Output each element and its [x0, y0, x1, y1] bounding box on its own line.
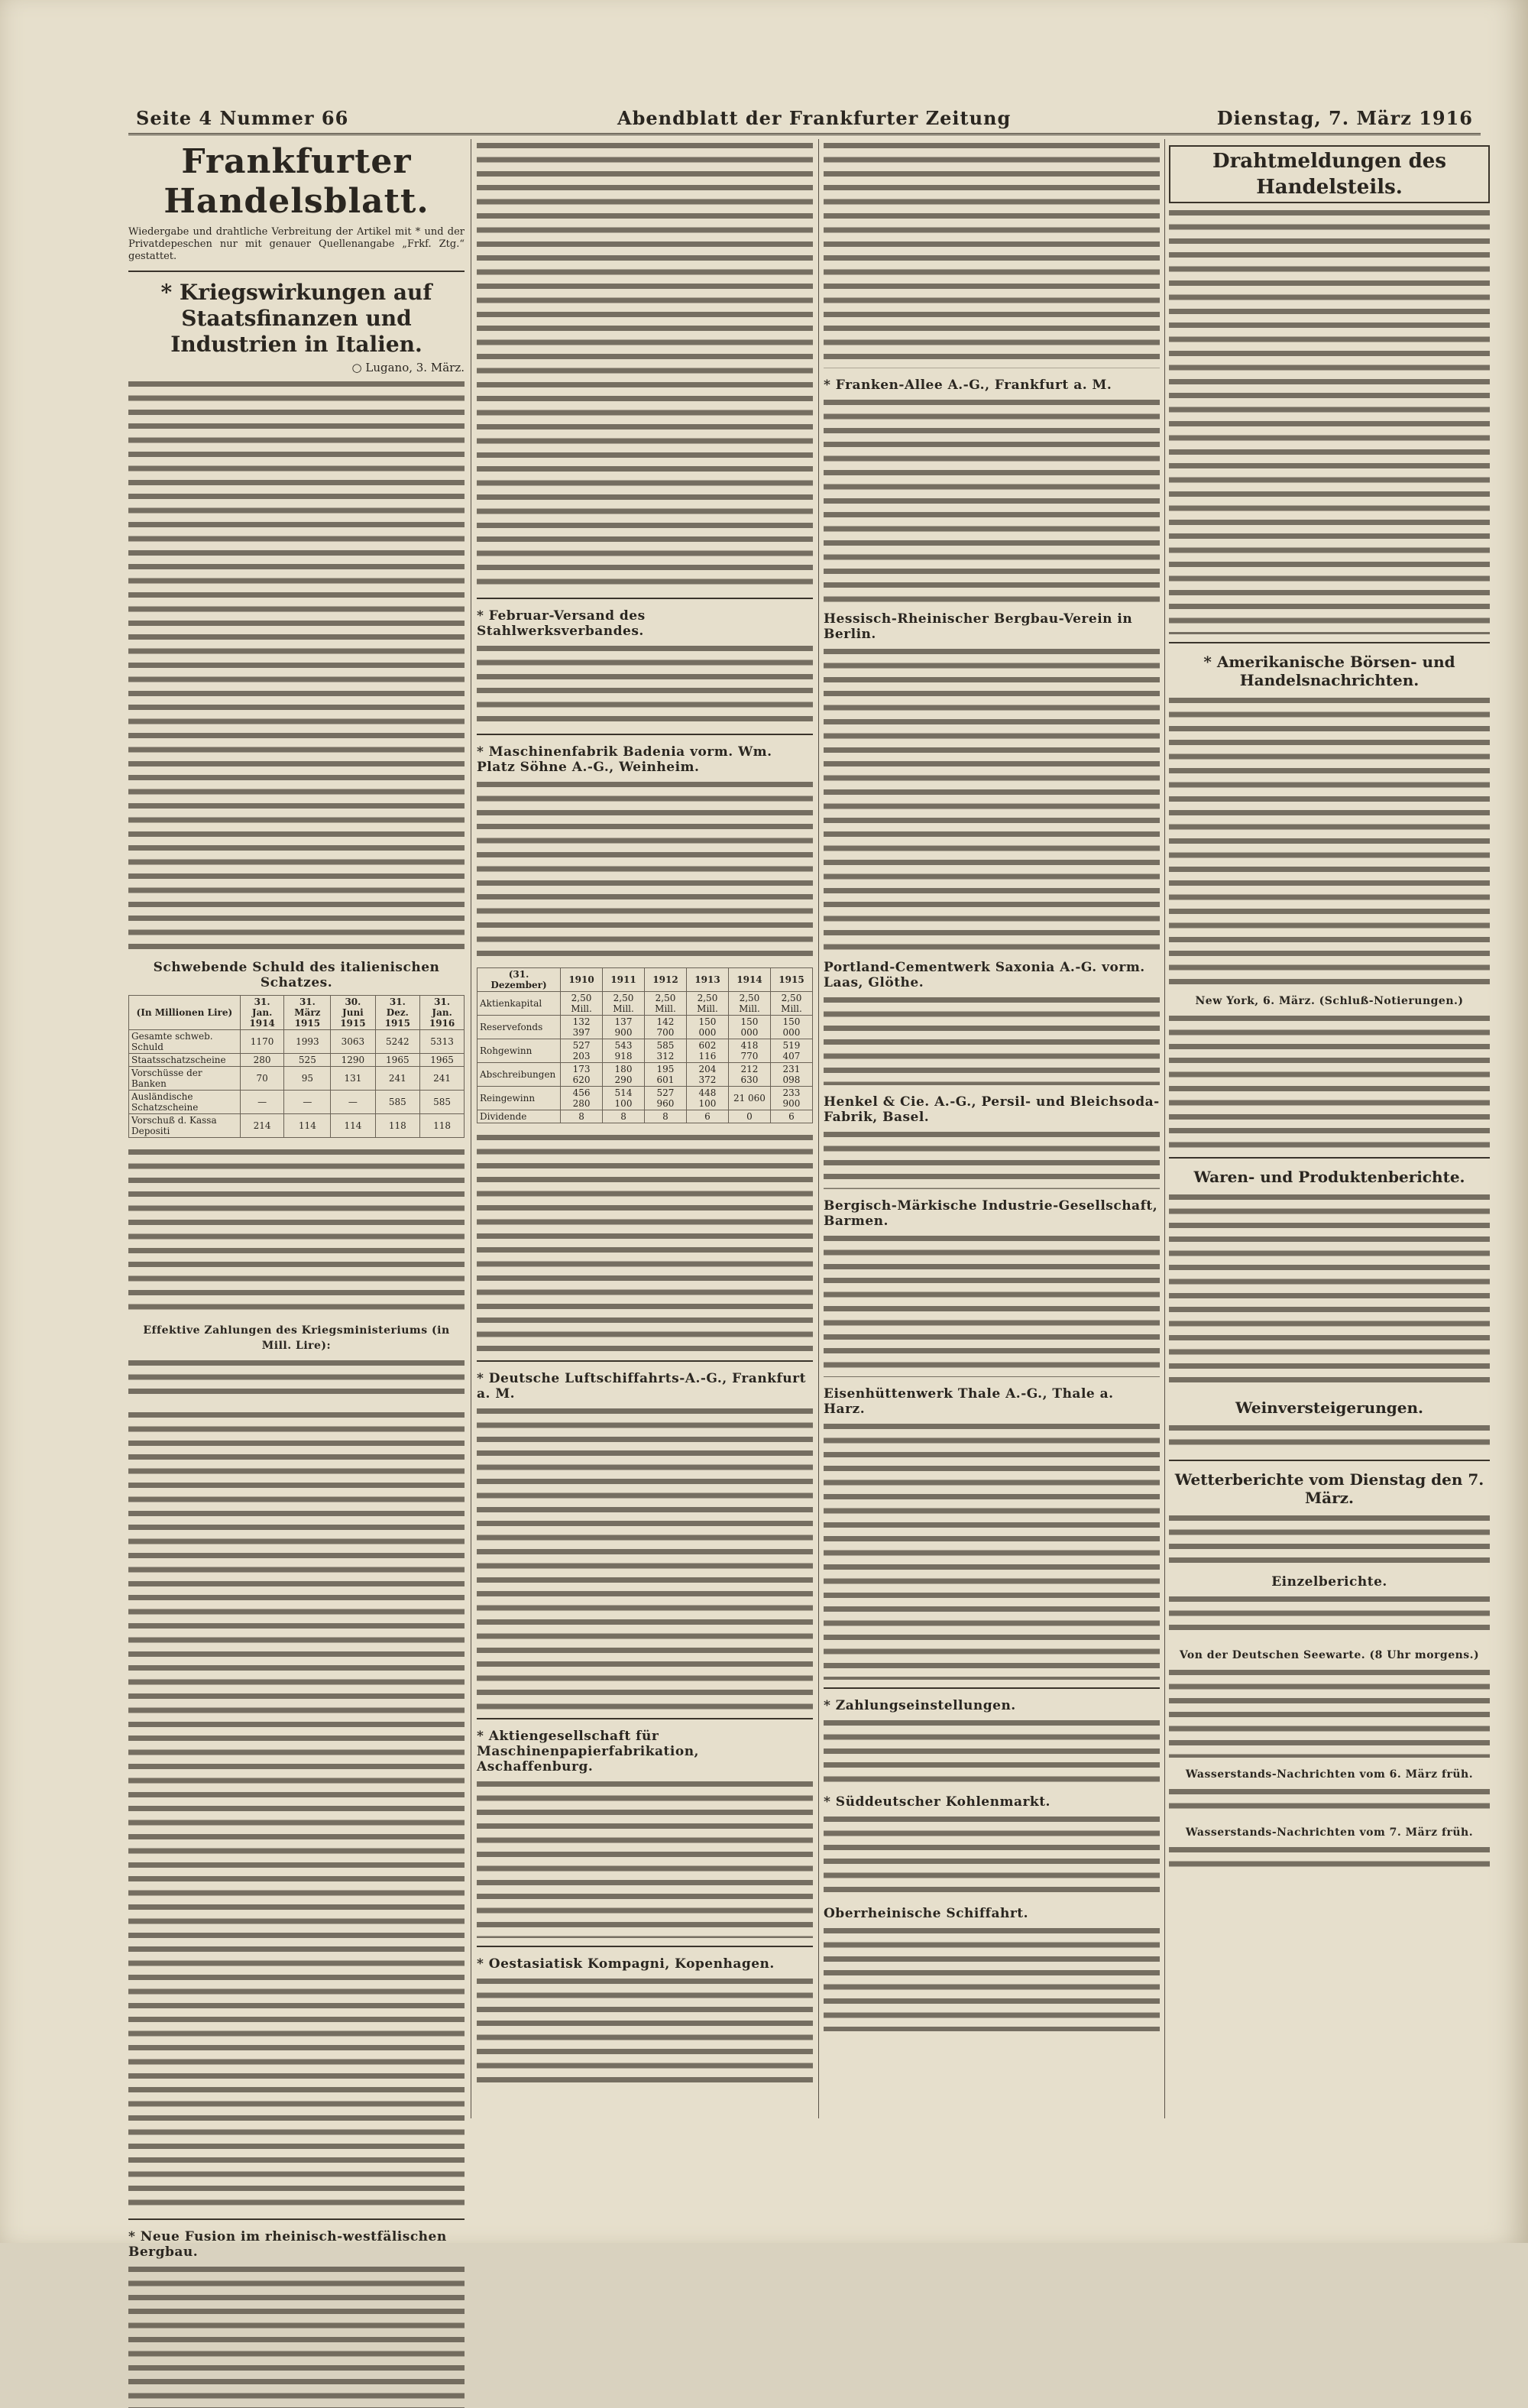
divider [1169, 642, 1490, 643]
article-title: * Deutsche Luftschiffahrts-A.-G., Frankfurt a. M. [477, 1371, 806, 1402]
divider [477, 734, 813, 735]
article-body [477, 1778, 813, 1938]
table-caption: New York, 6. März. (Schluß-Notierungen.) [1195, 995, 1464, 1007]
page-number: Seite 4 Nummer 66 [136, 107, 349, 129]
divider [477, 1360, 813, 1362]
table-caption: Effektive Zahlungen des Kriegsministeriums (in Mill. Lire): [143, 1324, 450, 1352]
article-title: * Neue Fusion im rheinisch-westfälischen Bergbau. [128, 2229, 447, 2260]
section-title: * Amerikanische Börsen- und Handelsnachrichten. [1203, 653, 1455, 689]
table-header-row: (In Millionen Lire) 31. Jan. 1914 31. März 1915 30. Juni 1915 31. Dez. 1915 31. Jan. 1916 [129, 996, 465, 1030]
divider [477, 1718, 813, 1719]
article-title: * Maschinenfabrik Badenia vorm. Wm. Platz Söhne A.-G., Weinheim. [477, 744, 772, 775]
table-header-row: (31. Dezember) 1910 1911 1912 1913 1914 1915 [478, 968, 813, 992]
table-row: Vorschuß d. Kassa Depositi 214 114 114 118 118 [129, 1114, 465, 1138]
article-title: Hessisch-Rheinischer Bergbau-Verein in Berlin. [824, 611, 1133, 642]
article-title: * Süddeutscher Kohlenmarkt. [824, 1794, 1050, 1810]
divider [824, 1687, 1160, 1689]
article-body [824, 139, 1160, 368]
article-body [1169, 206, 1490, 634]
table-row: Rohgewinn 527 203 543 918 585 312 602 116 418 770 519 407 [478, 1039, 813, 1063]
divider [1169, 1460, 1490, 1461]
article-body [128, 1146, 465, 1314]
article-body [824, 1232, 1160, 1377]
table-row: Aktienkapital 2,50 Mill. 2,50 Mill. 2,50 Mill. 2,50 Mill. 2,50 Mill. 2,50 Mill. [478, 992, 813, 1016]
section-title: Wetterberichte vom Dienstag den 7. März. [1174, 1470, 1484, 1507]
article-body [824, 993, 1160, 1085]
table-row: Gesamte schweb. Schuld 1170 1993 3063 5242 5313 [129, 1030, 465, 1054]
divider [128, 271, 465, 272]
article-title: Oberrheinische Schiffahrt. [824, 1906, 1029, 1921]
divider [477, 598, 813, 599]
newspaper-name: Abendblatt der Frankfurter Zeitung [617, 107, 1012, 129]
article-body [1169, 694, 1490, 984]
article-title: * Oestasiatisk Kompagni, Kopenhagen. [477, 1956, 775, 1972]
article-body [477, 778, 813, 961]
article-body [128, 1408, 465, 2211]
water-level-table [1169, 1785, 1490, 1816]
debt-table [128, 995, 465, 1138]
quotes-table [1169, 1012, 1490, 1149]
weather-table [1169, 1593, 1490, 1638]
divider [128, 2218, 465, 2220]
weather-table [1169, 1666, 1490, 1758]
section-title: Drahtmeldungen des Handelsteils. [1169, 145, 1490, 203]
section-title: Weinversteigerungen. [1235, 1398, 1423, 1417]
section-masthead: Frankfurter Handelsblatt. [163, 142, 429, 221]
table-caption: Einzelberichte. [1271, 1574, 1387, 1590]
article-title: * Februar-Versand des Stahlwerksverbandes. [477, 608, 646, 639]
article-body [477, 139, 813, 590]
article-title: * Kriegswirkungen auf Staatsfinanzen und Industrien in Italien. [160, 280, 432, 357]
article-body [1169, 1421, 1490, 1452]
article-body [824, 1716, 1160, 1785]
table-row: Vorschüsse der Banken 70 95 131 241 241 [129, 1067, 465, 1091]
article-body [477, 642, 813, 726]
article-body [824, 1924, 1160, 2031]
article-body [824, 1813, 1160, 1897]
table-caption: Wasserstands-Nachrichten vom 7. März früh. [1185, 1826, 1474, 1839]
divider [1169, 1157, 1490, 1159]
table-row: Dividende 8 8 8 6 0 6 [478, 1110, 813, 1123]
table-row: Ausländische Schatzscheine — — — 585 585 [129, 1091, 465, 1114]
article-body [477, 1975, 813, 2089]
article-body [477, 1131, 813, 1353]
payments-table [128, 1356, 465, 1402]
article-body [1169, 1512, 1490, 1565]
article-title: Bergisch-Märkische Industrie-Gesellschaft, Barmen. [824, 1198, 1158, 1229]
table-caption: Von der Deutschen Seewarte. (8 Uhr morgens.) [1179, 1649, 1480, 1661]
article-body [1169, 1191, 1490, 1389]
article-title: * Zahlungseinstellungen. [824, 1698, 1016, 1713]
article-body [477, 1405, 813, 1710]
column-1 [128, 139, 465, 2260]
article-body [128, 378, 465, 951]
article-title: * Franken-Allee A.-G., Frankfurt a. M. [824, 378, 1112, 393]
issue-date: Dienstag, 7. März 1916 [1216, 107, 1473, 129]
section-title: Waren- und Produktenberichte. [1193, 1168, 1465, 1186]
column-rule [818, 139, 819, 2118]
article-title: Eisenhüttenwerk Thale A.-G., Thale a. Harz. [824, 1386, 1114, 1417]
column-3 [824, 139, 1160, 2118]
article-body [824, 396, 1160, 602]
dateline: ○ Lugano, 3. März. [351, 361, 465, 374]
article-body [824, 645, 1160, 951]
reprint-note: Wiedergabe und drahtliche Verbreitung der Artikel mit * und der Privatdepeschen nur mit genauer Quellenangabe „Frkf. Ztg.“ gestattet. [128, 226, 465, 262]
water-level-table [1169, 1843, 1490, 1874]
page-header [128, 107, 1481, 135]
table-row: Staatsschatzscheine 280 525 1290 1965 1965 [129, 1054, 465, 1067]
column-2 [477, 139, 813, 2118]
article-body [824, 1420, 1160, 1680]
balance-table [477, 967, 813, 1123]
column-4 [1169, 139, 1490, 2118]
article-title: * Aktiengesellschaft für Maschinenpapierfabrikation, Aschaffenburg. [477, 1729, 699, 1774]
article-body [128, 2263, 465, 2408]
table-row: Abschreibungen 173 620 180 290 195 601 204 372 212 630 231 098 [478, 1063, 813, 1087]
table-row: Reingewinn 456 280 514 100 527 960 448 100 21 060 233 900 [478, 1087, 813, 1110]
table-caption: Wasserstands-Nachrichten vom 6. März früh. [1185, 1768, 1474, 1781]
column-rule [1164, 139, 1165, 2118]
article-body [824, 1128, 1160, 1189]
table-caption: Schwebende Schuld des italienischen Schatzes. [153, 960, 440, 990]
table-row: Reservefonds 132 397 137 900 142 700 150 000 150 000 150 000 [478, 1016, 813, 1039]
article-title: Portland-Cementwerk Saxonia A.-G. vorm. Laas, Glöthe. [824, 960, 1145, 990]
divider [477, 1946, 813, 1947]
article-title: Henkel & Cie. A.-G., Persil- und Bleichsoda-Fabrik, Basel. [824, 1094, 1160, 1125]
